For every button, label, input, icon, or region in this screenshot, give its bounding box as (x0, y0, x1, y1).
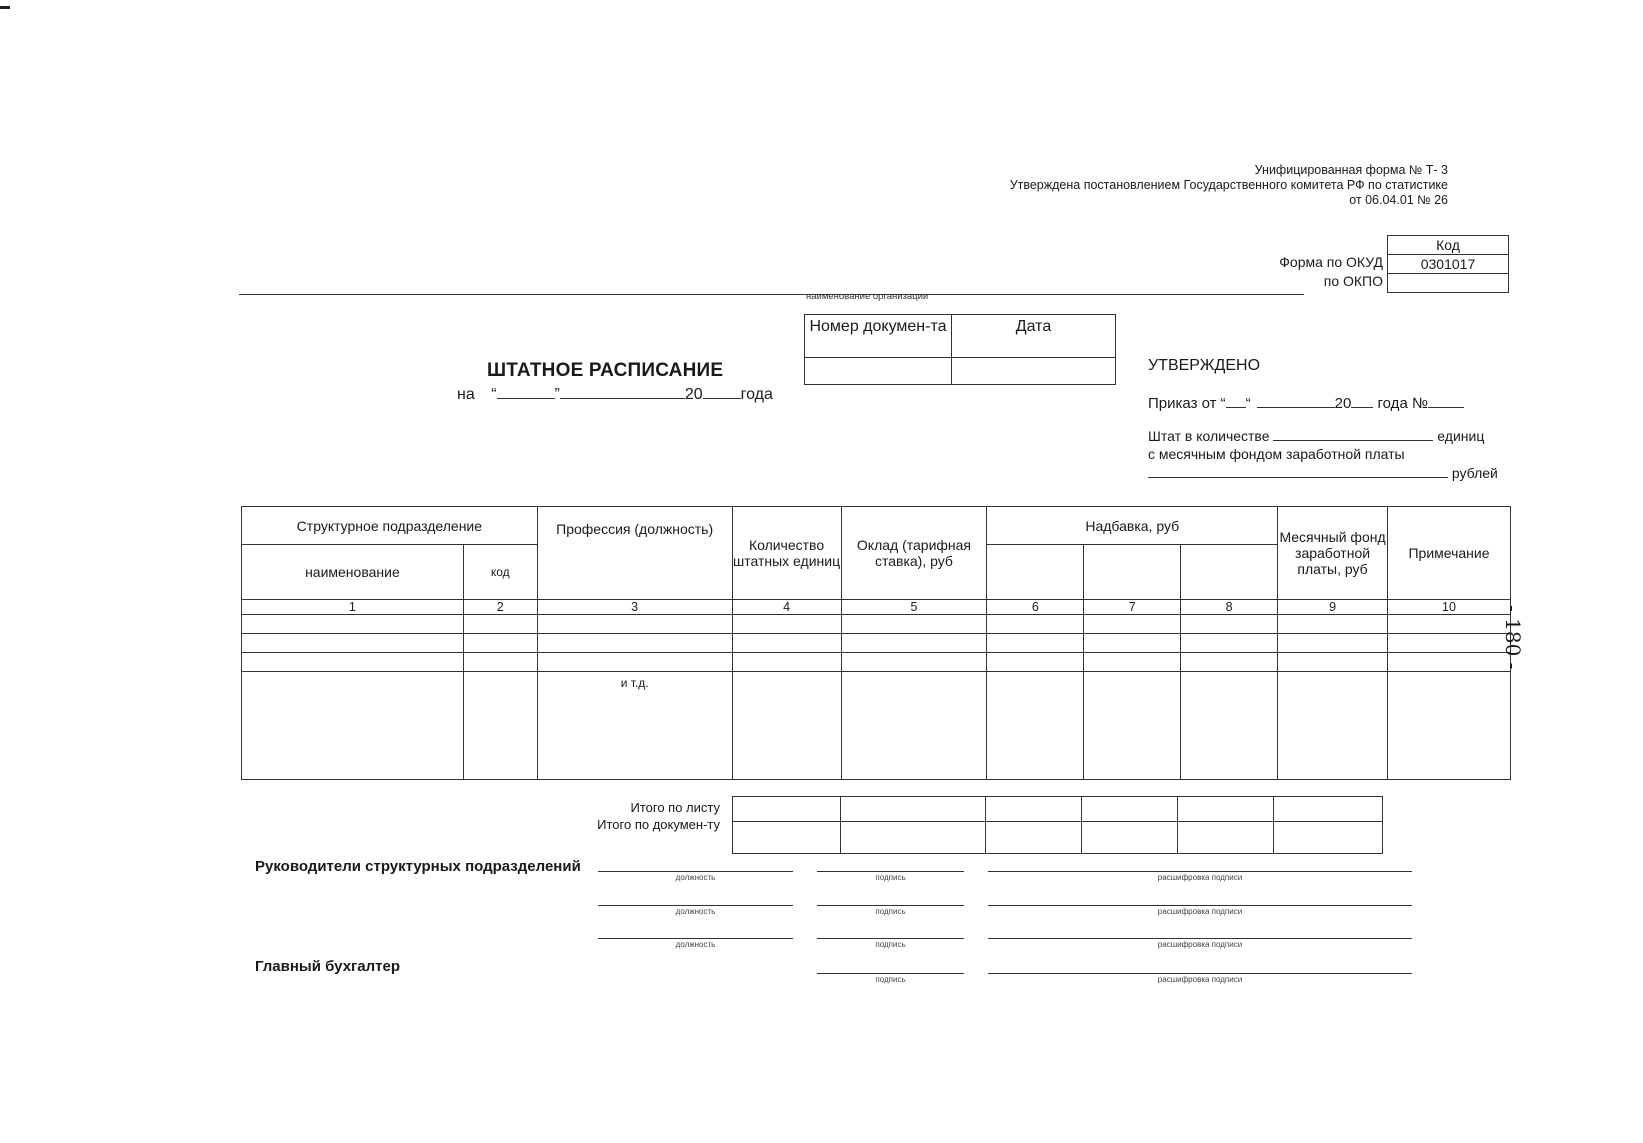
fund-header: Месячный фонд заработной платы, руб (1278, 507, 1388, 600)
order-line (1148, 394, 1508, 414)
position-line[interactable] (598, 871, 793, 872)
organization-line[interactable] (239, 294, 1304, 295)
col-number-1: 1 (242, 600, 464, 615)
position-line[interactable] (598, 905, 793, 906)
code-labels (1279, 253, 1383, 291)
col-number-7: 7 (1084, 600, 1181, 615)
signature-caption: подпись (875, 940, 906, 949)
col-number-10: 10 (1388, 600, 1511, 615)
order-year-field[interactable] (1351, 407, 1373, 408)
col-number-4: 4 (732, 600, 841, 615)
approval-reference-line: Утверждена постановлением Государственного комитета РФ по статистике (1009, 178, 1448, 192)
etc-cell: и т.д. (537, 672, 732, 780)
struct-division-header: Структурное подразделение (242, 507, 538, 545)
doc-number-label: Номер докумен-та (805, 315, 952, 358)
order-prefix: Приказ от “ (1148, 395, 1226, 412)
document-title: ШТАТНОЕ РАСПИСАНИЕ (487, 360, 724, 381)
position-caption: должность (675, 873, 716, 882)
doc-number-field[interactable] (805, 358, 952, 385)
page-number: - 180 - (1501, 605, 1525, 670)
quote-open: “ (491, 386, 497, 403)
okud-field[interactable]: 0301017 (1388, 255, 1509, 274)
okud-label: Форма по ОКУД (1279, 254, 1383, 270)
totals-table (732, 796, 1383, 854)
decode-line[interactable] (988, 905, 1412, 906)
total-doc-label: Итого по докумен-ту (597, 817, 720, 832)
staff-prefix: Штат в количестве (1148, 428, 1270, 444)
accountant-label: Главный бухгалтер (255, 958, 401, 975)
organization-caption: наименование организации (806, 291, 929, 302)
approval-date-line: от 06.04.01 № 26 (1349, 193, 1448, 207)
year-field[interactable] (703, 398, 741, 399)
col-number-9: 9 (1278, 600, 1388, 615)
rubles-label: рублей (1451, 465, 1498, 481)
form-header (1010, 163, 1448, 208)
bonus-header: Надбавка, руб (987, 507, 1278, 545)
order-mid: “ (1245, 395, 1251, 412)
salary-header: Оклад (тарифная ставка), руб (841, 507, 987, 600)
doc-date-field[interactable] (952, 358, 1116, 385)
col-number-3: 3 (537, 600, 732, 615)
document-number-box (804, 314, 1116, 385)
position-line[interactable] (598, 938, 793, 939)
decode-line[interactable] (988, 871, 1412, 872)
staff-schedule-table (241, 506, 1511, 780)
decode-caption: расшифровка подписи (1157, 940, 1243, 949)
fund-line: с месячным фондом заработной платы (1148, 446, 1405, 462)
okpo-field[interactable] (1388, 274, 1509, 293)
signature-caption: подпись (875, 907, 906, 916)
okpo-label: по ОКПО (1323, 273, 1383, 289)
order-day-field[interactable] (1226, 407, 1246, 408)
staff-count-field[interactable] (1273, 440, 1433, 441)
doc-date-label: Дата (952, 315, 1116, 358)
year-suffix: года (740, 386, 773, 403)
year-prefix: 20 (684, 386, 703, 403)
signature-caption: подпись (875, 975, 906, 984)
table-row (242, 672, 1511, 780)
name-subheader: наименование (242, 545, 464, 600)
month-field[interactable] (560, 398, 685, 399)
accountant-decode-line[interactable] (988, 973, 1412, 974)
quote-close: ” (554, 386, 560, 403)
decode-line[interactable] (988, 938, 1412, 939)
order-number-field[interactable] (1428, 407, 1464, 408)
order-month-field[interactable] (1257, 407, 1335, 408)
bonus-col-2 (1084, 545, 1181, 600)
table-row (242, 615, 1511, 634)
staff-line (1148, 426, 1508, 446)
code-box (1387, 235, 1509, 293)
count-header: Количество штатных единиц (732, 507, 841, 600)
bonus-col-3 (1181, 545, 1278, 600)
profession-header: Профессия (должность) (537, 507, 732, 600)
col-number-6: 6 (987, 600, 1084, 615)
totals-labels (590, 799, 720, 833)
col-number-5: 5 (841, 600, 987, 615)
decode-caption: расшифровка подписи (1157, 907, 1243, 916)
code-subheader: код (463, 545, 537, 600)
scan-mark (0, 6, 10, 9)
approval-block (1148, 356, 1508, 483)
approval-heading: УТВЕРЖДЕНО (1148, 357, 1261, 374)
decode-caption: расшифровка подписи (1157, 975, 1243, 984)
fund-amount-field[interactable] (1148, 477, 1448, 478)
table-row (242, 653, 1511, 672)
signature-caption: подпись (875, 873, 906, 882)
position-caption: должность (675, 907, 716, 916)
code-header: Код (1388, 236, 1509, 255)
title-date-line (457, 386, 773, 404)
total-sheet-label: Итого по листу (630, 800, 720, 815)
staff-suffix: единиц (1437, 428, 1485, 444)
col-number-8: 8 (1181, 600, 1278, 615)
position-caption: должность (675, 940, 716, 949)
note-header: Примечание (1388, 507, 1511, 600)
signature-line[interactable] (817, 871, 964, 872)
decode-caption: расшифровка подписи (1157, 873, 1243, 882)
accountant-signature-line[interactable] (817, 973, 964, 974)
heads-label: Руководители структурных подразделений (255, 858, 581, 875)
rubles-line (1148, 463, 1508, 483)
day-field[interactable] (497, 398, 555, 399)
bonus-col-1 (987, 545, 1084, 600)
signature-line[interactable] (817, 905, 964, 906)
order-year: 20 (1334, 395, 1352, 412)
title-na: на (457, 386, 475, 403)
form-number-line: Унифицированная форма № Т- 3 (1254, 163, 1448, 177)
signature-line[interactable] (817, 938, 964, 939)
order-suffix: года № (1377, 395, 1429, 412)
col-number-2: 2 (463, 600, 537, 615)
table-row (242, 634, 1511, 653)
